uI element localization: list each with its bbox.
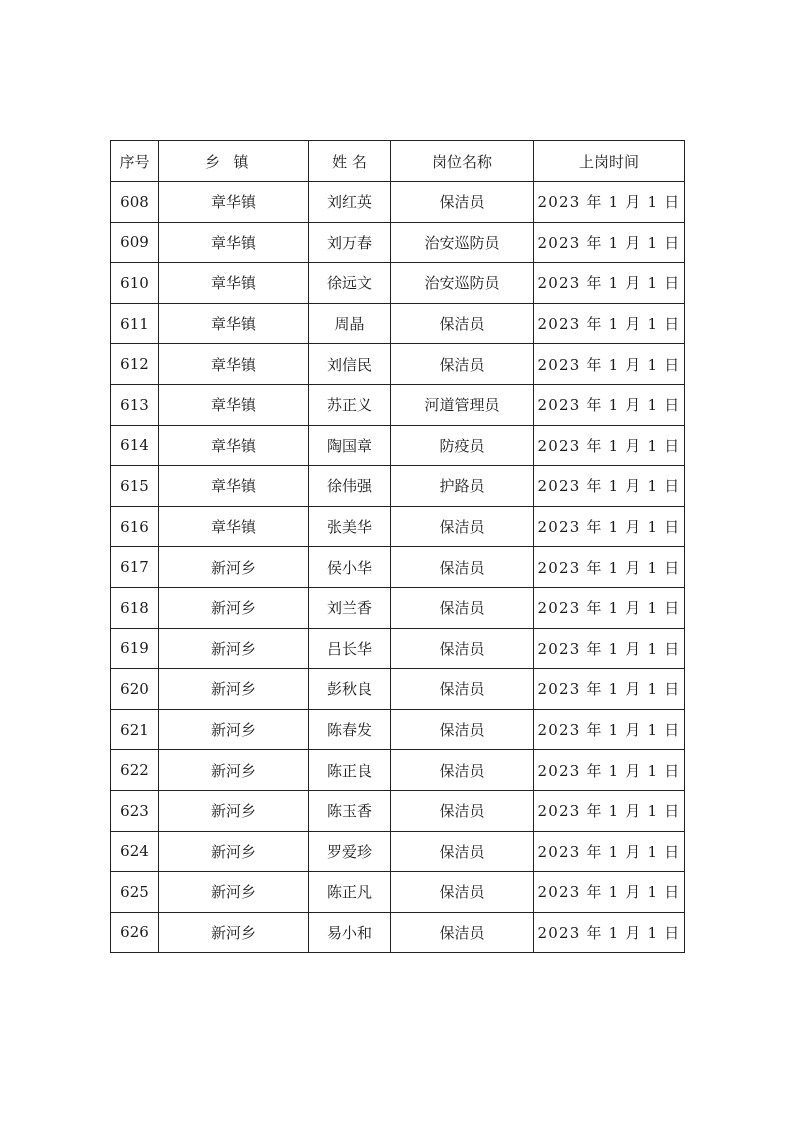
cell-town: 章华镇 [159, 344, 309, 385]
cell-post: 护路员 [391, 466, 534, 507]
cell-name: 刘万春 [309, 222, 391, 263]
table-row [111, 303, 685, 344]
cell-name: 苏正义 [309, 384, 391, 425]
cell-seq: 624 [111, 831, 159, 872]
cell-town: 章华镇 [159, 384, 309, 425]
cell-post: 保洁员 [391, 912, 534, 953]
cell-town: 新河乡 [159, 750, 309, 791]
cell-town: 新河乡 [159, 912, 309, 953]
cell-date: 2023 年 1 月 1 日 [534, 790, 685, 831]
cell-date: 2023 年 1 月 1 日 [534, 303, 685, 344]
cell-post: 保洁员 [391, 587, 534, 628]
cell-seq: 622 [111, 750, 159, 791]
cell-post: 保洁员 [391, 750, 534, 791]
cell-name: 张美华 [309, 506, 391, 547]
cell-name: 周晶 [309, 303, 391, 344]
cell-town: 新河乡 [159, 790, 309, 831]
cell-post: 保洁员 [391, 709, 534, 750]
cell-date: 2023 年 1 月 1 日 [534, 425, 685, 466]
cell-name: 陈玉香 [309, 790, 391, 831]
header-name: 姓 名 [309, 141, 391, 182]
cell-name: 刘兰香 [309, 587, 391, 628]
cell-seq: 616 [111, 506, 159, 547]
cell-town: 新河乡 [159, 872, 309, 913]
header-seq: 序号 [111, 141, 159, 182]
table-row [111, 222, 685, 263]
header-post: 岗位名称 [391, 141, 534, 182]
cell-date: 2023 年 1 月 1 日 [534, 750, 685, 791]
cell-seq: 619 [111, 628, 159, 669]
cell-date: 2023 年 1 月 1 日 [534, 182, 685, 223]
cell-date: 2023 年 1 月 1 日 [534, 506, 685, 547]
cell-seq: 620 [111, 669, 159, 710]
table-row [111, 344, 685, 385]
table-row [111, 182, 685, 223]
table-row [111, 912, 685, 953]
cell-town: 章华镇 [159, 182, 309, 223]
table-row [111, 709, 685, 750]
cell-town: 章华镇 [159, 506, 309, 547]
cell-date: 2023 年 1 月 1 日 [534, 669, 685, 710]
cell-town: 章华镇 [159, 303, 309, 344]
cell-seq: 623 [111, 790, 159, 831]
cell-name: 刘信民 [309, 344, 391, 385]
cell-post: 保洁员 [391, 547, 534, 588]
cell-post: 保洁员 [391, 303, 534, 344]
cell-date: 2023 年 1 月 1 日 [534, 344, 685, 385]
table-row [111, 872, 685, 913]
cell-town: 新河乡 [159, 669, 309, 710]
cell-seq: 611 [111, 303, 159, 344]
cell-seq: 610 [111, 263, 159, 304]
table-row [111, 263, 685, 304]
cell-seq: 618 [111, 587, 159, 628]
cell-post: 防疫员 [391, 425, 534, 466]
cell-seq: 621 [111, 709, 159, 750]
table-row [111, 669, 685, 710]
cell-date: 2023 年 1 月 1 日 [534, 222, 685, 263]
cell-town: 章华镇 [159, 466, 309, 507]
cell-name: 徐远文 [309, 263, 391, 304]
cell-date: 2023 年 1 月 1 日 [534, 466, 685, 507]
table-row [111, 750, 685, 791]
cell-seq: 613 [111, 384, 159, 425]
cell-post: 河道管理员 [391, 384, 534, 425]
cell-town: 新河乡 [159, 709, 309, 750]
cell-town: 章华镇 [159, 263, 309, 304]
header-town: 乡镇 [159, 141, 309, 182]
cell-name: 吕长华 [309, 628, 391, 669]
cell-name: 徐伟强 [309, 466, 391, 507]
table-body [111, 182, 685, 953]
cell-seq: 626 [111, 912, 159, 953]
table-row [111, 384, 685, 425]
cell-seq: 617 [111, 547, 159, 588]
cell-post: 保洁员 [391, 182, 534, 223]
table-row [111, 466, 685, 507]
cell-seq: 609 [111, 222, 159, 263]
cell-post: 保洁员 [391, 872, 534, 913]
cell-seq: 608 [111, 182, 159, 223]
cell-seq: 614 [111, 425, 159, 466]
cell-post: 保洁员 [391, 628, 534, 669]
cell-town: 新河乡 [159, 628, 309, 669]
header-date: 上岗时间 [534, 141, 685, 182]
cell-name: 陶国章 [309, 425, 391, 466]
cell-name: 易小和 [309, 912, 391, 953]
table-row [111, 628, 685, 669]
cell-date: 2023 年 1 月 1 日 [534, 547, 685, 588]
table-row [111, 506, 685, 547]
cell-town: 新河乡 [159, 547, 309, 588]
cell-seq: 612 [111, 344, 159, 385]
staff-table [110, 140, 685, 953]
cell-town: 章华镇 [159, 425, 309, 466]
cell-name: 陈春发 [309, 709, 391, 750]
cell-name: 彭秋良 [309, 669, 391, 710]
table-row [111, 831, 685, 872]
cell-date: 2023 年 1 月 1 日 [534, 831, 685, 872]
cell-post: 治安巡防员 [391, 222, 534, 263]
cell-date: 2023 年 1 月 1 日 [534, 587, 685, 628]
cell-date: 2023 年 1 月 1 日 [534, 872, 685, 913]
cell-seq: 615 [111, 466, 159, 507]
cell-name: 侯小华 [309, 547, 391, 588]
cell-name: 陈正凡 [309, 872, 391, 913]
cell-seq: 625 [111, 872, 159, 913]
cell-post: 保洁员 [391, 344, 534, 385]
cell-date: 2023 年 1 月 1 日 [534, 384, 685, 425]
cell-name: 罗爱珍 [309, 831, 391, 872]
cell-town: 新河乡 [159, 831, 309, 872]
cell-post: 保洁员 [391, 506, 534, 547]
cell-date: 2023 年 1 月 1 日 [534, 628, 685, 669]
table-row [111, 547, 685, 588]
cell-date: 2023 年 1 月 1 日 [534, 709, 685, 750]
table-header-row [111, 141, 685, 182]
cell-post: 保洁员 [391, 669, 534, 710]
cell-post: 保洁员 [391, 831, 534, 872]
cell-post: 保洁员 [391, 790, 534, 831]
cell-date: 2023 年 1 月 1 日 [534, 912, 685, 953]
cell-town: 章华镇 [159, 222, 309, 263]
cell-post: 治安巡防员 [391, 263, 534, 304]
table-row [111, 425, 685, 466]
cell-town: 新河乡 [159, 587, 309, 628]
cell-name: 刘红英 [309, 182, 391, 223]
table-row [111, 790, 685, 831]
cell-date: 2023 年 1 月 1 日 [534, 263, 685, 304]
cell-name: 陈正良 [309, 750, 391, 791]
table-row [111, 587, 685, 628]
